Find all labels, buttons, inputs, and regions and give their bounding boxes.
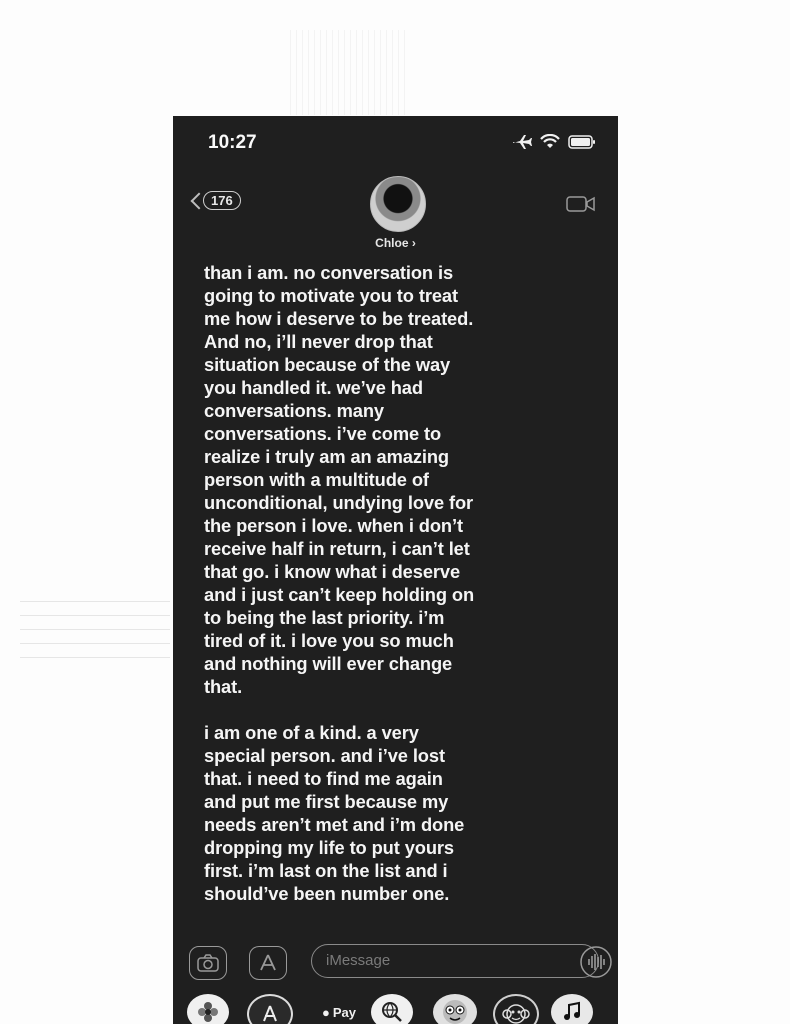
status-bar	[173, 116, 618, 166]
monkey-face-icon	[502, 1000, 530, 1024]
app-store-icon	[257, 953, 279, 973]
app-drawer	[173, 992, 618, 1024]
scan-artifact-left	[20, 598, 170, 658]
message-text: than i am. no conversation is going to motivate you to treat me how i deserve to be treated. And no, i’ll never drop that situation because of the way you handled it. we’ve had conversations. many conversations. i’ve come to realize i truly am an amazing person with a multitude of unconditional, undying love for the person i love. when i don’t receive half in return, i can’t let that go. i know what i deserve and i just can’t keep holding on to being the last priority. i’m tired of it. i love you so much and nothing will ever change that. i am one of a kind. a very special person. and i’ve lost that. i need to find me again and put me first because my needs aren’t met and i’m done dropping my life to put yours first. i’m last on the list and i should’ve been number one.	[204, 262, 475, 904]
memoji-button[interactable]	[433, 994, 477, 1024]
web-search-button[interactable]	[371, 994, 413, 1024]
composer-row	[173, 942, 618, 982]
music-note-icon	[561, 1001, 583, 1023]
status-time: 10:27	[208, 132, 257, 153]
camera-button[interactable]	[189, 946, 227, 980]
airplane-icon	[512, 134, 532, 150]
photos-app-button[interactable]	[187, 994, 229, 1024]
apple-logo-icon: ●	[322, 1004, 330, 1020]
unread-count-badge: 176	[203, 191, 241, 210]
message-input[interactable]: iMessage	[311, 944, 599, 978]
globe-search-icon	[380, 1000, 404, 1024]
wifi-icon	[540, 134, 560, 150]
app-store-button[interactable]	[247, 994, 293, 1024]
animoji-button[interactable]	[493, 994, 539, 1024]
music-app-button[interactable]	[551, 994, 593, 1024]
photos-icon	[196, 1000, 220, 1024]
apple-pay-label: Pay	[332, 1004, 356, 1020]
battery-icon	[568, 135, 596, 149]
memoji-face-icon	[440, 998, 470, 1024]
apple-pay-button[interactable]	[309, 994, 369, 1024]
apps-button[interactable]	[249, 946, 287, 980]
audio-waveform-icon[interactable]	[580, 946, 612, 983]
camera-icon	[197, 954, 219, 972]
scan-artifact-top	[290, 30, 410, 115]
phone-screenshot	[173, 116, 618, 1024]
contact-name[interactable]: Chloe ›	[375, 236, 416, 250]
status-icons	[512, 134, 596, 150]
back-button[interactable]	[193, 191, 241, 210]
conversation-header	[173, 171, 618, 256]
video-camera-icon[interactable]	[566, 194, 596, 219]
contact-avatar[interactable]	[370, 176, 426, 232]
app-store-icon	[259, 1003, 281, 1024]
